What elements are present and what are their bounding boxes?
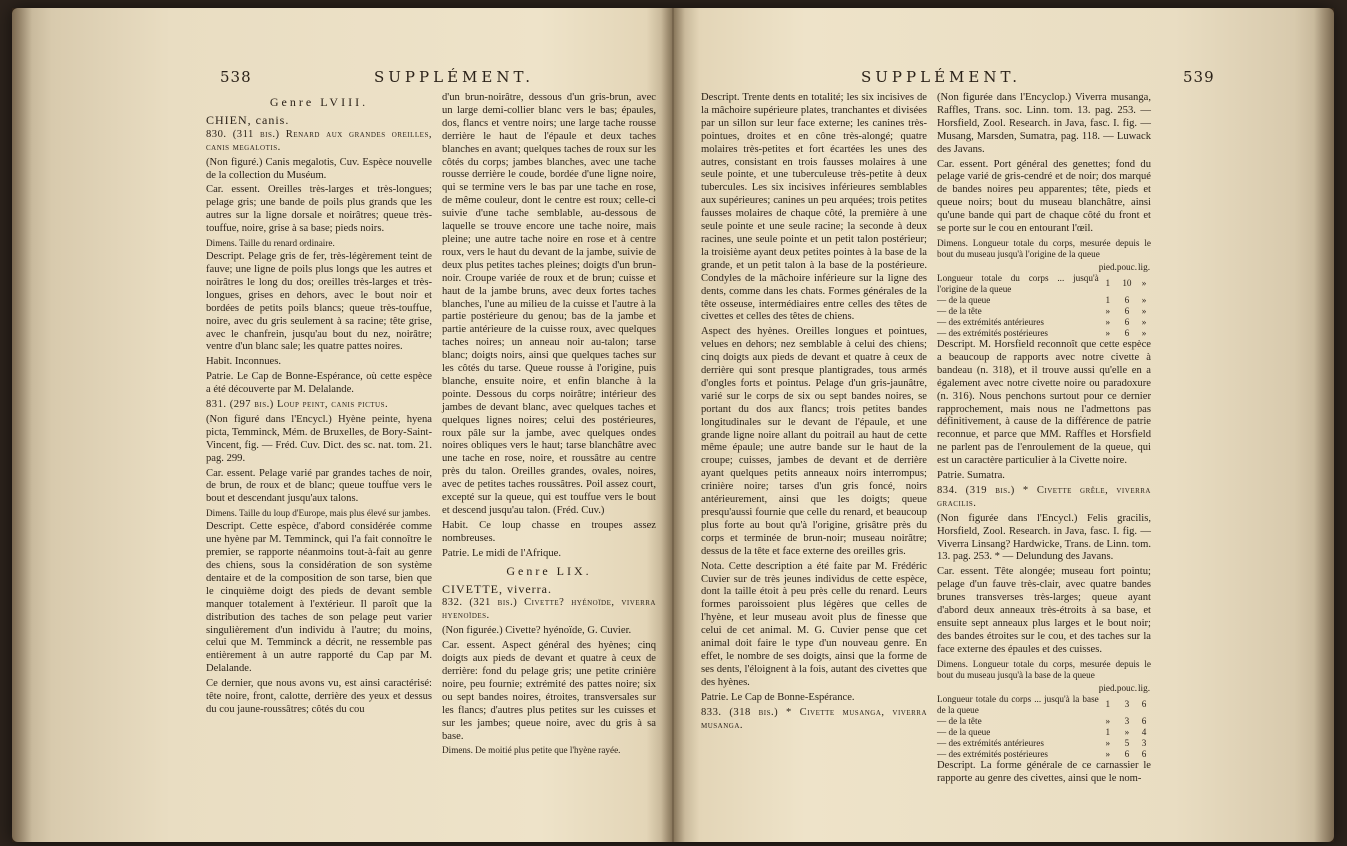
dimension-value: » xyxy=(1141,305,1147,316)
dimension-value: » xyxy=(1105,327,1111,338)
species-entry: 834. (319 bis.) * Civette grêle, viverra gracilis. xyxy=(937,484,1151,509)
dimensions: Dimens. Taille du renard ordinaire. xyxy=(206,238,335,249)
dimension-value: 3 xyxy=(1124,715,1130,726)
dimension-value: » xyxy=(1105,748,1111,759)
note: Nota. Cette description a été faite par M. Frédéric Cuvier sur de très jeunes individus de cette espèce, dont la taille étoit à peu près celle du renard. Leurs formes paroissoient plus légères que celles de l'hyène, et leur museau avoit plus de finesse que celui de cet animal. M. G. Cuvier pense que cet animal doit faire le type d'un nouveau genre. En effet, le nombre de ses doigts, ainsi que la forme de ses dents, l'éloignent à la fois, autant des civettes que des hyènes. xyxy=(701,560,927,688)
dimension-row xyxy=(937,295,1151,306)
essential-characters: Car. essent. Tête alongée; museau fort pointu; pelage d'un fauve très-clair, avec quatre bandes brunes transverses très-larges; queue ayant d'abord deux anneaux très-étroits à sa base, et ensuite sept anneaux plus larges et le bout noir; des bandes étroites sur le cou, et des taches sur la face externe des épaules et des cuisses. xyxy=(937,566,1151,655)
dimension-row xyxy=(937,727,1151,738)
habits: Habit. Ce loup chasse en troupes assez nombreuses. xyxy=(442,519,656,544)
dimension-row xyxy=(937,694,1151,716)
description-continued: d'un brun-noirâtre, dessous d'un gris-brun, avec un large demi-collier blanc vers le bas; épaules, dos, flancs et ventre noirs; une large tache rousse derrière le haut de l'épaule et deux taches blanches en avant; quelques taches de roux sur les côtés du corps; jambes blanches, avec une tache rousse derrière le coude, bordée d'une ligne noire, qui se termine vers le bas par une tache en rose, de même couleur, dont le centre est roux; celle-ci suivie d'une tache semblable, au-dessous de laquelle se trouve encore une tache noire, mais pleine; une autre tache noire en rose et à centre roux, vers le haut du devant de la jambe, suivie de deux plus petites taches pleines; doigts d'un brun-noir. Croupe variée de roux et de brun; cuisse et haut de la jambe bruns, avec deux fortes taches blanches, l'une au milieu de la cuisse et l'autre à la partie postérieure du genou; bas de la jambe et partie antérieure de la cuisse roux, avec quelques taches noires; un anneau noir au-talon; tarse blanc; doigts noirs, ainsi que quelques taches sur les côtés du tarse. Queue rousse à l'origine, puis blanche, ensuite noire, et enfin blanche à la pointe. Dessous du corps noirâtre; intérieur des jambes de devant blanc, avec quelques taches et quelques lignes noires; celui des postérieures, roux pâle sur la jambe, avec quelques ondes noires obliques vers le haut; tarse blanchâtre avec une tache en rose, noire, et roussâtre au centre près du talon. Oreilles grandes, ovales, noires, avec de petites taches roussâtres. Poil assez court, excepté sur la queue, qui est touffue vers le bout et descend jusqu'au talon. (Fréd. Cuv.) xyxy=(442,92,656,516)
description: Descript. Trente dents en totalité; les six incisives de la mâchoire supérieure plates, tranchantes et divisées par un sillon sur leur face externe; les canines très-pointues, droites et en cône très-alongé; quatre molaires très-petites et fort écartées les unes des autres, consistant en trois fausses molaires à une seule pointe, et une tuberculeuse très-petite à deux tubercules. Les six incisives inférieures semblables aux supérieures; canines un peu arquées; trois petites fausses molaires de chaque côté, la première à une seule pointe et une seule racine; la seconde à deux racines, une seule pointe et un petit talon postérieur; la troisième ayant deux petites pointes à la base de la grande, et un petit talon à la base de la postérieure. Condyles de la mâchoire inférieure sur la ligne des dents, comme dans les chats. Formes générales de la tête osseuse, intermédiaires entre celles des têtes de civettes et celles des têtes de chiens. xyxy=(701,92,927,323)
dimension-value: 6 xyxy=(1124,305,1130,316)
essential-characters: Car. essent. Port général des genettes; fond du pelage varié de gris-cendré et de noir; dos marqué de bandes noires peu apparentes; tête, pieds et queue noirs; bout du museau blanchâtre, ainsi qu'une bande qui part de chaque côté du front et se porte sur le cou en entourant l'œil. xyxy=(937,158,1151,235)
dimension-value: 1 xyxy=(1105,278,1111,289)
dimension-label: — des extrémités postérieures xyxy=(937,327,1048,338)
synonymy: (Non figurée.) Civette? hyénoïde, G. Cuvier. xyxy=(442,625,632,637)
dimension-value: » xyxy=(1141,278,1147,289)
right-column-1 xyxy=(701,92,927,734)
running-head-left: SUPPLÉMENT. xyxy=(374,68,535,86)
habits: Habit. Inconnues. xyxy=(206,356,282,368)
dimension-label: — des extrémités antérieures xyxy=(937,316,1044,327)
dimension-value: » xyxy=(1105,305,1111,316)
unit-header: pouc. xyxy=(1116,682,1137,693)
dimensions: Dimens. Taille du loup d'Europe, mais plus élevé sur jambes. xyxy=(206,508,431,519)
synonymy: (Non figurée dans l'Encyclop.) Viverra musanga, Raffles, Trans. soc. Linn. tom. 13. pag. 253. — Horsfield, Zool. Research. in Java, fasc. I. fig. — Musang, Marsden, Sumatra, pag. 118. — Luwack des Javans. xyxy=(937,92,1151,155)
right-column-2 xyxy=(937,92,1151,788)
description: Descript. Cette espèce, d'abord considérée comme une hyène par M. Temminck, qui l'a fait connoître le premier, se rapporte néanmoins tout-à-fait au genre des chiens, sous la considération de son système dentaire et de la composition de son tarse, bien que le cinquième doigt des pieds de devant semble manquer totalement à l'extérieur. Il paroît que la distribution des taches de son pelage peut varier singulièrement d'un individu à l'autre; du moins, celui que M. Temminck a décrit, ne ressemble pas entièrement à un autre rapporté du Cap par M. Delalande. xyxy=(206,521,432,675)
left-column-1 xyxy=(206,92,432,719)
dimension-label: — des extrémités antérieures xyxy=(937,737,1044,748)
genre-heading: Genre LVIII. xyxy=(269,95,369,109)
dimension-value: 3 xyxy=(1124,699,1130,710)
species-entry: 831. (297 bis.) Loup peint, canis pictus. xyxy=(206,399,389,411)
dimension-value: 6 xyxy=(1141,699,1147,710)
dimension-value: » xyxy=(1105,715,1111,726)
page-number-right: 539 xyxy=(1183,68,1215,86)
dimension-label: — des extrémités postérieures xyxy=(937,748,1048,759)
dimension-value: » xyxy=(1105,316,1111,327)
running-head-right: SUPPLÉMENT. xyxy=(861,68,1022,86)
dimension-row xyxy=(937,738,1151,749)
unit-header: lig. xyxy=(1138,261,1150,272)
unit-header: lig. xyxy=(1138,682,1150,693)
genre-heading: Genre LIX. xyxy=(506,563,592,578)
dimension-row xyxy=(937,716,1151,727)
dimensions-header-row xyxy=(937,262,1151,273)
dimensions-intro: Dimens. Longueur totale du corps, mesurée depuis le bout du museau jusqu'à l'origine de la queue xyxy=(937,237,1151,259)
dimension-label: Longueur totale du corps ... jusqu'à la base de la queue xyxy=(937,693,1099,715)
homeland: Patrie. Le Cap de Bonne-Espérance. xyxy=(701,691,855,703)
left-page xyxy=(12,8,673,842)
dimensions-header-row xyxy=(937,683,1151,694)
dimensions: Dimens. De moitié plus petite que l'hyène rayée. xyxy=(442,745,621,756)
unit-header: pouc. xyxy=(1116,261,1137,272)
synonymy: (Non figurée dans l'Encycl.) Felis gracilis, Horsfield, Zool. Research. in Java, fasc. I. fig. — Viverra Linsang? Hardwicke, Trans. de Linn. tom. 13. pag. 253. * — Delundung des Javans. xyxy=(937,512,1151,563)
dimension-value: » xyxy=(1141,327,1147,338)
homeland: Patrie. Le midi de l'Afrique. xyxy=(442,547,561,559)
essential-characters: Car. essent. Oreilles très-larges et très-longues; pelage gris; une bande de poils plus grands que les autres sur la ligne dorsale et noirâtres; queue très-touffue, noire, grise à sa base; pieds noirs. xyxy=(206,184,432,235)
homeland: Patrie. Sumatra. xyxy=(937,470,1005,482)
dimension-value: 6 xyxy=(1141,748,1147,759)
dimension-label: — de la tête xyxy=(937,715,982,726)
open-book xyxy=(12,8,1334,842)
dimension-value: » xyxy=(1141,316,1147,327)
unit-header: pied. xyxy=(1098,682,1117,693)
dimensions-intro: Dimens. Longueur totale du corps, mesurée depuis le bout du museau jusqu'à la base de la queue xyxy=(937,658,1151,680)
dimension-row xyxy=(937,306,1151,317)
dimension-value: 4 xyxy=(1141,726,1147,737)
dimension-row xyxy=(937,749,1151,760)
description-continued: Aspect des hyènes. Oreilles longues et pointues, velues en dehors; nez semblable à celui des chiens; cinq doigts aux pieds de devant et quatre à ceux de derrière qui sont presque plantigrades, tous armés d'ongles forts et pointus. Pelage d'un gris-jaunâtre, varié sur le corps de six ou sept bandes noires, se portant du dos aux flancs; trois petites bandes longitudinales sur le devant de l'épaule, et une grande ligne noire allant du poitrail au haut de cette même épaule; une autre bande sur le haut de la croupe; cuisses, jambes de devant et de derrière ayant quelques petits anneaux noirs interrompus; crinière noire; tarses d'un gris foncé, noirs antérieurement, ainsi que les doigts; queue presqu'aussi fournie que celle du renard, et beaucoup plus forte au bout qu'à l'origine, grisâtre près du corps et terminée de brun-noir; museau noirâtre; dessus de la tête et face externe des oreilles gris. xyxy=(701,326,927,557)
dimension-row xyxy=(937,273,1151,295)
species-entry: 832. (321 bis.) Civette? hyénoïde, viverra hyenoïdes. xyxy=(442,597,656,622)
description: Descript. Pelage gris de fer, très-légèrement teint de fauve; une ligne de poils plus longs que les autres et noirâtres le long du dos; oreilles très-larges et très-longues, grises en dehors, avec le bout noir et bordées de petits poils blancs; queue très-touffue, noire, avec du gris seulement à sa racine; tête grise, avec le chanfrein, jusqu'au bout du nez, noirâtre; ventre d'un blanc sale; les quatre pattes noires. xyxy=(206,251,432,353)
dimension-label: Longueur totale du corps ... jusqu'à l'origine de la queue xyxy=(937,272,1099,294)
dimension-label: — de la tête xyxy=(937,305,982,316)
dimension-value: » xyxy=(1124,726,1130,737)
genus-name: CHIEN, canis. xyxy=(206,112,290,127)
dimensions-table-1 xyxy=(937,262,1151,339)
species-entry: 833. (318 bis.) * Civette musanga, viverra musanga. xyxy=(701,706,927,731)
dimension-value: 1 xyxy=(1105,699,1111,710)
dimension-value: » xyxy=(1141,294,1147,305)
dimension-value: 6 xyxy=(1124,748,1130,759)
dimension-value: 10 xyxy=(1122,278,1132,289)
dimension-label: — de la queue xyxy=(937,726,991,737)
dimension-value: 6 xyxy=(1124,294,1130,305)
homeland: Patrie. Le Cap de Bonne-Espérance, où cette espèce a été découverte par M. Delalande. xyxy=(206,371,432,396)
dimension-value: 6 xyxy=(1124,327,1130,338)
dimension-value: 6 xyxy=(1141,715,1147,726)
genus-name: CIVETTE, viverra. xyxy=(442,581,552,596)
dimension-row xyxy=(937,328,1151,339)
essential-characters: Car. essent. Aspect général des hyènes; cinq doigts aux pieds de devant et quatre à ceux de derrière: fond du pelage gris; une petite crinière noire, peu fournie; extrémité des pattes noire; six ou sept bandes noires, étroites, transversales sur les flancs; d'autres plus petites sur les cuisses et sur les jambes; queue noire, avec du gris à sa base. xyxy=(442,640,656,742)
dimension-value: 1 xyxy=(1105,726,1111,737)
left-column-2 xyxy=(442,92,656,758)
synonymy: (Non figuré dans l'Encycl.) Hyène peinte, hyena picta, Temminck, Mém. de Bruxelles, de Bory-Saint-Vincent, fig. — Fréd. Cuv. Dict. des sc. nat. tom. 21. pag. 299. xyxy=(206,413,432,464)
dimension-value: 1 xyxy=(1105,294,1111,305)
description: Descript. La forme générale de ce carnassier le rapporte au genre des civettes, ainsi que le nom- xyxy=(937,759,1151,784)
page-number-left: 538 xyxy=(220,68,252,86)
description-continued: Ce dernier, que nous avons vu, est ainsi caractérisé: tête noire, front, calotte, derrière des yeux et dessus du cou jaune-roussâtres; côtés du cou xyxy=(206,678,432,715)
dimension-label: — de la queue xyxy=(937,294,991,305)
dimension-value: » xyxy=(1105,737,1111,748)
essential-characters: Car. essent. Pelage varié par grandes taches de noir, de brun, de roux et de blanc; queue touffue vers le bout et descendant jusqu'aux talons. xyxy=(206,467,432,505)
dimension-value: 3 xyxy=(1141,737,1147,748)
synonymy: (Non figuré.) Canis megalotis, Cuv. Espèce nouvelle de la collection du Muséum. xyxy=(206,156,432,181)
dimension-value: 6 xyxy=(1124,316,1130,327)
right-page xyxy=(673,8,1334,842)
species-entry: 830. (311 bis.) Renard aux grandes oreilles, canis megalotis. xyxy=(206,128,432,153)
unit-header: pied. xyxy=(1098,261,1117,272)
description: Descript. M. Horsfield reconnoît que cette espèce a beaucoup de rapports avec notre civette à bandeau (n. 318), et il trouve aussi qu'elle en a également avec notre civette noire ou paradoxure (n. 316). Nous penchons surtout pour ce dernier rapprochement, mais nous ne l'admettons pas définitivement, à cause de la différence de patrie reconnue, et parce que MM. Raffles et Horsfield ne parlent pas de l'enroulement de la queue, qui est un caractère particulier à la Civette noire. xyxy=(937,338,1151,467)
dimension-value: 5 xyxy=(1124,737,1130,748)
dimension-row xyxy=(937,317,1151,328)
dimensions-table-2 xyxy=(937,683,1151,760)
